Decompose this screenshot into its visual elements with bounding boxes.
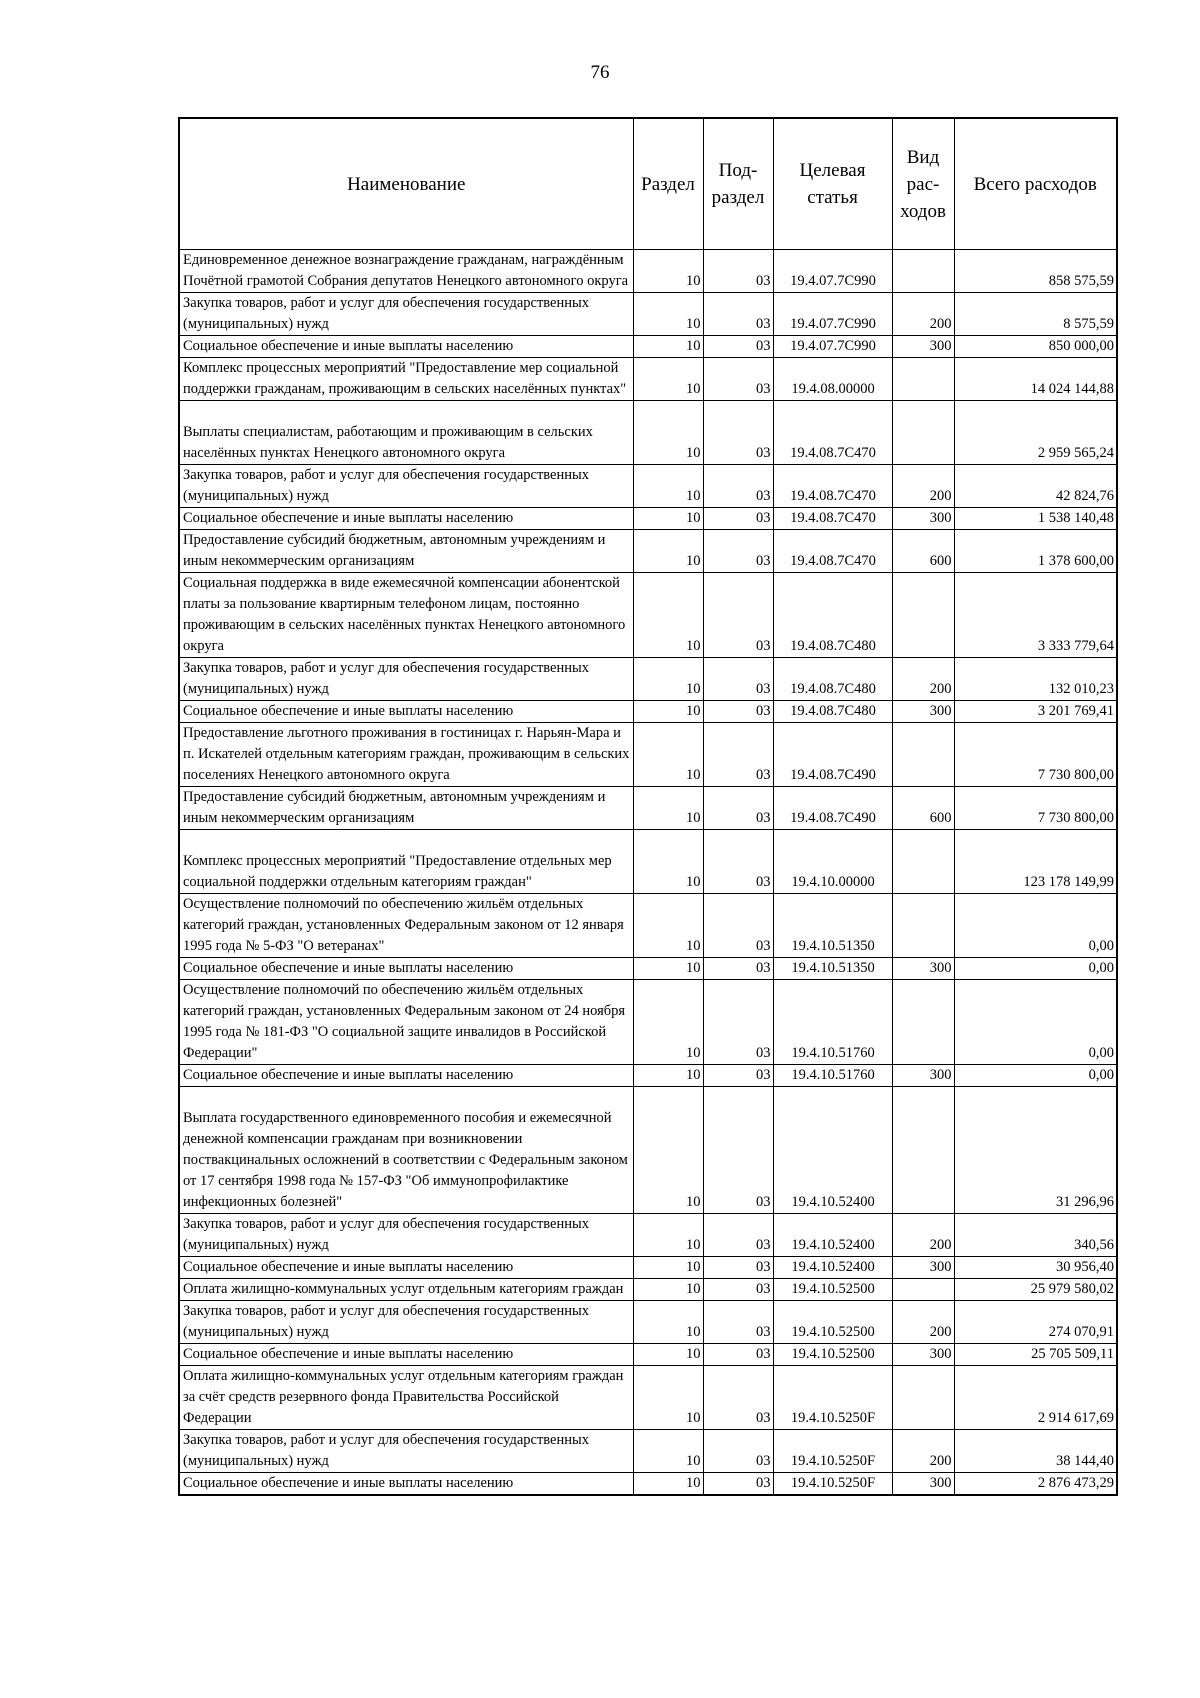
cell-razdel: 10 (633, 293, 703, 336)
cell-name: Осуществление полномочий по обеспечению жильём отдельных категорий граждан, установленных Федеральным законом от 12 января 1995 года № 5-ФЗ "О ветеранах" (179, 894, 633, 958)
cell-name: Закупка товаров, работ и услуг для обеспечения государственных (муниципальных) нужд (179, 293, 633, 336)
cell-total: 42 824,76 (954, 465, 1117, 508)
cell-razdel: 10 (633, 1087, 703, 1214)
cell-podrazdel: 03 (703, 1473, 773, 1496)
cell-target: 19.4.10.5250F (773, 1366, 892, 1430)
table-row (179, 250, 1117, 293)
cell-razdel: 10 (633, 1430, 703, 1473)
cell-name: Социальное обеспечение и иные выплаты населению (179, 1065, 633, 1087)
cell-name: Социальное обеспечение и иные выплаты населению (179, 701, 633, 723)
cell-podrazdel: 03 (703, 1344, 773, 1366)
cell-podrazdel: 03 (703, 1214, 773, 1257)
cell-razdel: 10 (633, 573, 703, 658)
cell-razdel: 10 (633, 1214, 703, 1257)
cell-razdel: 10 (633, 1065, 703, 1087)
table-row (179, 508, 1117, 530)
cell-vid (892, 723, 954, 787)
cell-target: 19.4.10.52400 (773, 1257, 892, 1279)
cell-total: 0,00 (954, 958, 1117, 980)
header-podrazdel: Под- раздел (703, 118, 773, 250)
cell-razdel: 10 (633, 894, 703, 958)
header-vid: Вид рас- ходов (892, 118, 954, 250)
cell-vid: 200 (892, 1430, 954, 1473)
table-row (179, 293, 1117, 336)
cell-podrazdel: 03 (703, 293, 773, 336)
table-body (179, 250, 1117, 1496)
cell-podrazdel: 03 (703, 980, 773, 1065)
cell-razdel: 10 (633, 1257, 703, 1279)
cell-target: 19.4.10.52400 (773, 1087, 892, 1214)
table-row (179, 723, 1117, 787)
cell-razdel: 10 (633, 1366, 703, 1430)
cell-vid: 300 (892, 701, 954, 723)
cell-total: 340,56 (954, 1214, 1117, 1257)
table-row (179, 1301, 1117, 1344)
cell-target: 19.4.08.7С490 (773, 787, 892, 830)
cell-total: 1 538 140,48 (954, 508, 1117, 530)
cell-podrazdel: 03 (703, 1301, 773, 1344)
cell-target: 19.4.10.52400 (773, 1214, 892, 1257)
cell-podrazdel: 03 (703, 701, 773, 723)
table-row (179, 530, 1117, 573)
table-row (179, 1473, 1117, 1496)
cell-target: 19.4.10.00000 (773, 830, 892, 894)
cell-target: 19.4.10.52500 (773, 1344, 892, 1366)
cell-razdel: 10 (633, 980, 703, 1065)
cell-total: 31 296,96 (954, 1087, 1117, 1214)
cell-podrazdel: 03 (703, 1065, 773, 1087)
cell-name: Социальное обеспечение и иные выплаты населению (179, 958, 633, 980)
cell-target: 19.4.10.51350 (773, 894, 892, 958)
cell-target: 19.4.08.7С480 (773, 658, 892, 701)
cell-podrazdel: 03 (703, 530, 773, 573)
table-row (179, 573, 1117, 658)
cell-vid: 200 (892, 1301, 954, 1344)
table-row (179, 980, 1117, 1065)
cell-name: Социальное обеспечение и иные выплаты населению (179, 1344, 633, 1366)
cell-name: Социальное обеспечение и иные выплаты населению (179, 336, 633, 358)
cell-total: 25 705 509,11 (954, 1344, 1117, 1366)
cell-total: 7 730 800,00 (954, 787, 1117, 830)
cell-total: 8 575,59 (954, 293, 1117, 336)
cell-vid: 600 (892, 530, 954, 573)
cell-razdel: 10 (633, 658, 703, 701)
cell-vid: 300 (892, 1065, 954, 1087)
cell-razdel: 10 (633, 1279, 703, 1301)
cell-podrazdel: 03 (703, 465, 773, 508)
header-name: Наименование (179, 118, 633, 250)
cell-total: 274 070,91 (954, 1301, 1117, 1344)
cell-vid: 200 (892, 465, 954, 508)
table-row (179, 358, 1117, 401)
cell-podrazdel: 03 (703, 1087, 773, 1214)
cell-vid (892, 1279, 954, 1301)
cell-podrazdel: 03 (703, 336, 773, 358)
cell-target: 19.4.08.00000 (773, 358, 892, 401)
cell-razdel: 10 (633, 830, 703, 894)
header-total: Всего расходов (954, 118, 1117, 250)
cell-podrazdel: 03 (703, 894, 773, 958)
cell-vid (892, 250, 954, 293)
cell-razdel: 10 (633, 530, 703, 573)
cell-target: 19.4.08.7С470 (773, 530, 892, 573)
cell-total: 38 144,40 (954, 1430, 1117, 1473)
cell-vid: 300 (892, 508, 954, 530)
cell-razdel: 10 (633, 1344, 703, 1366)
cell-vid (892, 573, 954, 658)
cell-podrazdel: 03 (703, 358, 773, 401)
cell-razdel: 10 (633, 336, 703, 358)
cell-name: Предоставление льготного проживания в гостиницах г. Нарьян-Мара и п. Искателей отдельным категориям граждан, проживающим в сельских поселениях Ненецкого автономного округа (179, 723, 633, 787)
cell-total: 0,00 (954, 980, 1117, 1065)
table-row (179, 894, 1117, 958)
cell-name: Оплата жилищно-коммунальных услуг отдельным категориям граждан за счёт средств резервного фонда Правительства Российской Федерации (179, 1366, 633, 1430)
table-row (179, 787, 1117, 830)
cell-name: Осуществление полномочий по обеспечению жильём отдельных категорий граждан, установленных Федеральным законом от 24 ноября 1995 года № 181-ФЗ "О социальной защите инвалидов в Российской Федерации" (179, 980, 633, 1065)
table-row (179, 1344, 1117, 1366)
cell-total: 2 959 565,24 (954, 401, 1117, 465)
cell-name: Социальная поддержка в виде ежемесячной компенсации абонентской платы за пользование квартирным телефоном лицам, постоянно проживающим в сельских населённых пунктах Ненецкого автономного округа (179, 573, 633, 658)
table-row (179, 658, 1117, 701)
cell-name: Социальное обеспечение и иные выплаты населению (179, 1257, 633, 1279)
cell-target: 19.4.10.51350 (773, 958, 892, 980)
cell-total: 850 000,00 (954, 336, 1117, 358)
cell-vid (892, 1087, 954, 1214)
table-row (179, 1214, 1117, 1257)
table-row (179, 830, 1117, 894)
cell-total: 3 333 779,64 (954, 573, 1117, 658)
cell-total: 0,00 (954, 894, 1117, 958)
cell-total: 132 010,23 (954, 658, 1117, 701)
cell-podrazdel: 03 (703, 250, 773, 293)
cell-target: 19.4.10.51760 (773, 1065, 892, 1087)
cell-razdel: 10 (633, 250, 703, 293)
cell-name: Выплата государственного единовременного пособия и ежемесячной денежной компенсации гражданам при возникновении поствакцинальных осложнений в соответствии с Федеральным законом от 17 сентября 1998 года № 157-ФЗ "Об иммунопрофилактике инфекционных болезней" (179, 1087, 633, 1214)
table-row (179, 336, 1117, 358)
table-row (179, 1257, 1117, 1279)
cell-vid: 200 (892, 1214, 954, 1257)
cell-razdel: 10 (633, 508, 703, 530)
cell-name: Закупка товаров, работ и услуг для обеспечения государственных (муниципальных) нужд (179, 1214, 633, 1257)
cell-razdel: 10 (633, 723, 703, 787)
cell-total: 858 575,59 (954, 250, 1117, 293)
cell-vid: 300 (892, 1344, 954, 1366)
cell-podrazdel: 03 (703, 723, 773, 787)
cell-name: Предоставление субсидий бюджетным, автономным учреждениям и иным некоммерческим организациям (179, 530, 633, 573)
cell-target: 19.4.08.7С480 (773, 701, 892, 723)
cell-vid: 300 (892, 1473, 954, 1496)
cell-name: Оплата жилищно-коммунальных услуг отдельным категориям граждан (179, 1279, 633, 1301)
cell-target: 19.4.10.52500 (773, 1279, 892, 1301)
table-row (179, 1366, 1117, 1430)
cell-total: 0,00 (954, 1065, 1117, 1087)
cell-razdel: 10 (633, 358, 703, 401)
cell-total: 2 914 617,69 (954, 1366, 1117, 1430)
cell-razdel: 10 (633, 401, 703, 465)
header-target: Целевая статья (773, 118, 892, 250)
cell-vid: 300 (892, 336, 954, 358)
cell-total: 14 024 144,88 (954, 358, 1117, 401)
cell-podrazdel: 03 (703, 401, 773, 465)
cell-name: Предоставление субсидий бюджетным, автономным учреждениям и иным некоммерческим организациям (179, 787, 633, 830)
table-row (179, 401, 1117, 465)
table-row (179, 1065, 1117, 1087)
page-number: 76 (590, 62, 610, 83)
cell-name: Социальное обеспечение и иные выплаты населению (179, 1473, 633, 1496)
cell-vid: 200 (892, 658, 954, 701)
cell-total: 1 378 600,00 (954, 530, 1117, 573)
cell-podrazdel: 03 (703, 830, 773, 894)
cell-name: Комплекс процессных мероприятий "Предоставление мер социальной поддержки гражданам, проживающим в сельских населённых пунктах" (179, 358, 633, 401)
cell-target: 19.4.08.7С470 (773, 508, 892, 530)
cell-vid: 300 (892, 1257, 954, 1279)
cell-podrazdel: 03 (703, 1366, 773, 1430)
budget-table (178, 117, 1118, 1496)
cell-target: 19.4.10.5250F (773, 1473, 892, 1496)
cell-podrazdel: 03 (703, 508, 773, 530)
cell-vid: 300 (892, 958, 954, 980)
cell-vid (892, 894, 954, 958)
cell-vid: 200 (892, 293, 954, 336)
cell-target: 19.4.10.51760 (773, 980, 892, 1065)
cell-target: 19.4.08.7С480 (773, 573, 892, 658)
cell-razdel: 10 (633, 1473, 703, 1496)
cell-vid (892, 980, 954, 1065)
cell-name: Закупка товаров, работ и услуг для обеспечения государственных (муниципальных) нужд (179, 465, 633, 508)
cell-target: 19.4.07.7С990 (773, 250, 892, 293)
cell-target: 19.4.10.52500 (773, 1301, 892, 1344)
table-header-row (179, 118, 1117, 250)
cell-target: 19.4.07.7С990 (773, 336, 892, 358)
cell-razdel: 10 (633, 1301, 703, 1344)
cell-vid (892, 401, 954, 465)
cell-razdel: 10 (633, 465, 703, 508)
cell-podrazdel: 03 (703, 1257, 773, 1279)
table-row (179, 1087, 1117, 1214)
cell-target: 19.4.08.7С470 (773, 401, 892, 465)
cell-total: 2 876 473,29 (954, 1473, 1117, 1496)
cell-total: 7 730 800,00 (954, 723, 1117, 787)
table-row (179, 701, 1117, 723)
table-row (179, 1430, 1117, 1473)
cell-target: 19.4.08.7С490 (773, 723, 892, 787)
cell-vid: 600 (892, 787, 954, 830)
cell-podrazdel: 03 (703, 1430, 773, 1473)
cell-name: Закупка товаров, работ и услуг для обеспечения государственных (муниципальных) нужд (179, 658, 633, 701)
cell-target: 19.4.10.5250F (773, 1430, 892, 1473)
cell-name: Единовременное денежное вознаграждение гражданам, награждённым Почётной грамотой Собрания депутатов Ненецкого автономного округа (179, 250, 633, 293)
cell-name: Социальное обеспечение и иные выплаты населению (179, 508, 633, 530)
table-row (179, 1279, 1117, 1301)
cell-vid (892, 1366, 954, 1430)
table-row (179, 465, 1117, 508)
cell-razdel: 10 (633, 787, 703, 830)
cell-total: 25 979 580,02 (954, 1279, 1117, 1301)
cell-total: 3 201 769,41 (954, 701, 1117, 723)
cell-podrazdel: 03 (703, 658, 773, 701)
cell-name: Закупка товаров, работ и услуг для обеспечения государственных (муниципальных) нужд (179, 1301, 633, 1344)
cell-target: 19.4.08.7С470 (773, 465, 892, 508)
table-row (179, 958, 1117, 980)
cell-razdel: 10 (633, 701, 703, 723)
cell-name: Выплаты специалистам, работающим и проживающим в сельских населённых пунктах Ненецкого автономного округа (179, 401, 633, 465)
cell-target: 19.4.07.7С990 (773, 293, 892, 336)
cell-name: Закупка товаров, работ и услуг для обеспечения государственных (муниципальных) нужд (179, 1430, 633, 1473)
cell-vid (892, 358, 954, 401)
cell-podrazdel: 03 (703, 958, 773, 980)
cell-vid (892, 830, 954, 894)
cell-total: 123 178 149,99 (954, 830, 1117, 894)
header-razdel: Раздел (633, 118, 703, 250)
cell-name: Комплекс процессных мероприятий "Предоставление отдельных мер социальной поддержки отдельным категориям граждан" (179, 830, 633, 894)
cell-razdel: 10 (633, 958, 703, 980)
cell-podrazdel: 03 (703, 573, 773, 658)
cell-total: 30 956,40 (954, 1257, 1117, 1279)
cell-podrazdel: 03 (703, 787, 773, 830)
cell-podrazdel: 03 (703, 1279, 773, 1301)
